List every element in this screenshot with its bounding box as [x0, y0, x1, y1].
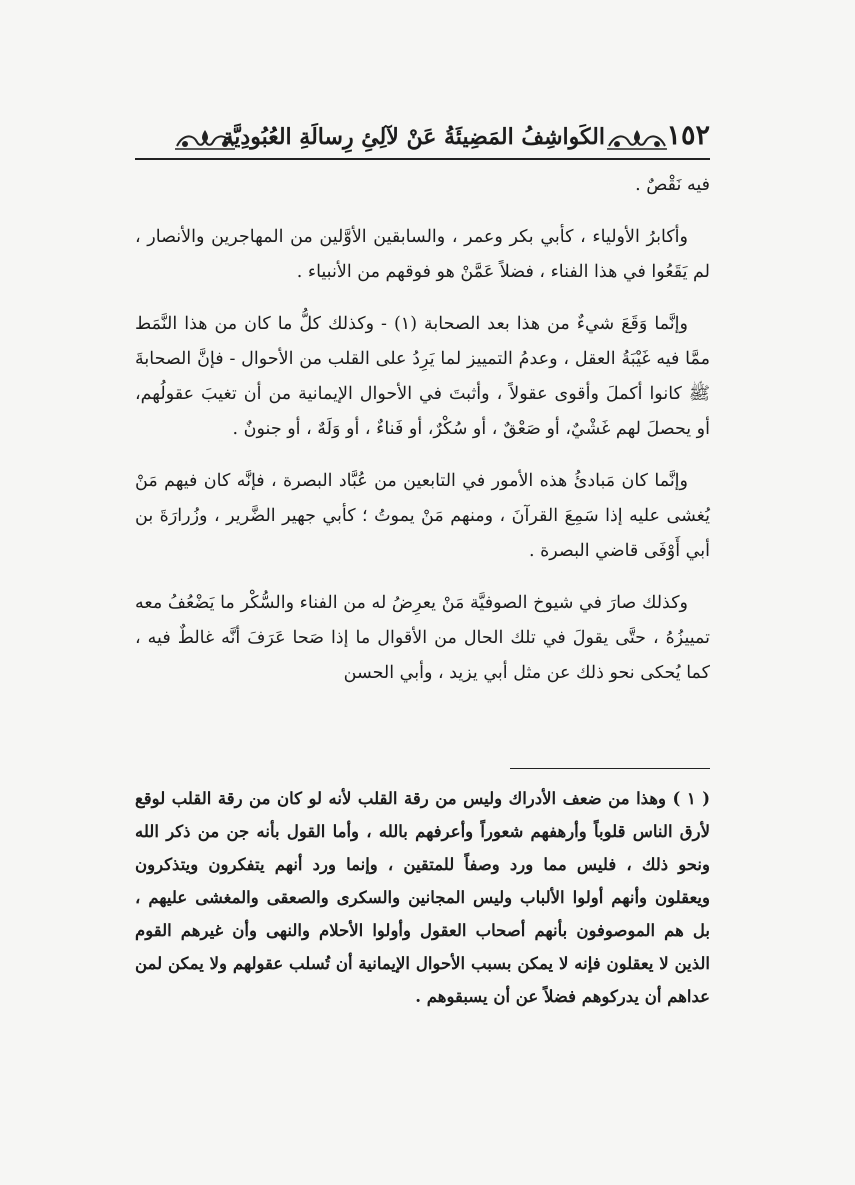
paragraph: وكذلك صارَ في شيوخ الصوفيَّة مَنْ يعرِضُ له من الفناء والسُّكْر ما يَضْعُفُ معه تمييزُهُ ، حتَّى يقولَ في تلك الحال من الأقوال ما إذا صَحا عَرَفَ أنَّه غالطٌ فيه ، كما يُحكى نحو ذلك عن مثل أبي يزيد ، وأبي الحسن: [135, 593, 710, 683]
main-text: [135, 168, 710, 708]
header-rule: [135, 158, 710, 160]
page-number: ١٥٢: [666, 120, 710, 151]
paragraph: وإنَّما وَقَعَ شيءٌ من هذا بعد الصحابة (١) - وكذلك كلُّ ما كان من هذا النَّمَط ممَّا فيه غَيْبَةُ العقل ، وعدمُ التمييز لما يَرِدُ على القلب من الأحوال - فإنَّ الصحابةَ ﷺ كانوا أكملَ وأقوى عقولاً ، وأثبتَ في الأحوال الإيمانية من أن تغيبَ عقولُهم، أو يحصلَ لهم غَشْيٌ، أو صَعْقٌ ، أو سُكْرٌ، أو فَناءٌ ، أو وَلَهٌ ، أو جنونٌ .: [135, 314, 710, 439]
paragraph: وأكابرُ الأولياء ، كأبي بكر وعمر ، والسابقين الأوَّلين من المهاجرين والأنصار ، لم يَقَعُوا في هذا الفناء ، فضلاً عَمَّنْ هو فوقهم من الأنبياء .: [135, 227, 710, 282]
footnote: [135, 782, 710, 1013]
floral-ornament-icon: [605, 126, 669, 152]
running-header: [135, 118, 710, 160]
footnote-text: ( ١ ) وهذا من ضعف الأدراك وليس من رقة القلب لأنه لو كان من رقة القلب لوقع لأرق الناس قلوباً وأرهفهم شعوراً وأعرفهم بالله ، وأما القول بأنه جن من ذكر الله ونحو ذلك ، فليس مما ورد وصفاً للمتقين ، وإنما ورد أنهم يتفكرون ويتذكرون ويعقلون وأنهم أولوا الألباب وليس المجانين والسكرى والصعقى والمغشى عليهم ، بل هم الموصوفون بأنهم أصحاب العقول وأولوا الأحلام والنهى وأن غيرهم القوم الذين لا يعقلون فإنه لا يمكن بسبب الأحوال الإيمانية أن تُسلب عقولهم ولا يمكن لمن عداهم أن يدركوهم فضلاً عن أن يسبقوهم .: [135, 789, 710, 1006]
footnote-separator: [510, 768, 710, 769]
header-title: الكَواشِفُ المَضِيئَةُ عَنْ لآلِئِ رِسالَةِ العُبُودِيَّة: [222, 124, 605, 150]
paragraph: فيه نَقْصٌ .: [635, 175, 710, 195]
paragraph: وإنَّما كان مَبادئُ هذه الأمور في التابعين من عُبَّاد البصرة ، فإنَّه كان فيهم مَنْ يُغشى عليه إذا سَمِعَ القرآنَ ، ومنهم مَنْ يموتُ ؛ كأبي جهير الضَّرير ، وزُرارَةَ بن أبي أَوْفَى قاضي البصرة .: [135, 471, 710, 561]
